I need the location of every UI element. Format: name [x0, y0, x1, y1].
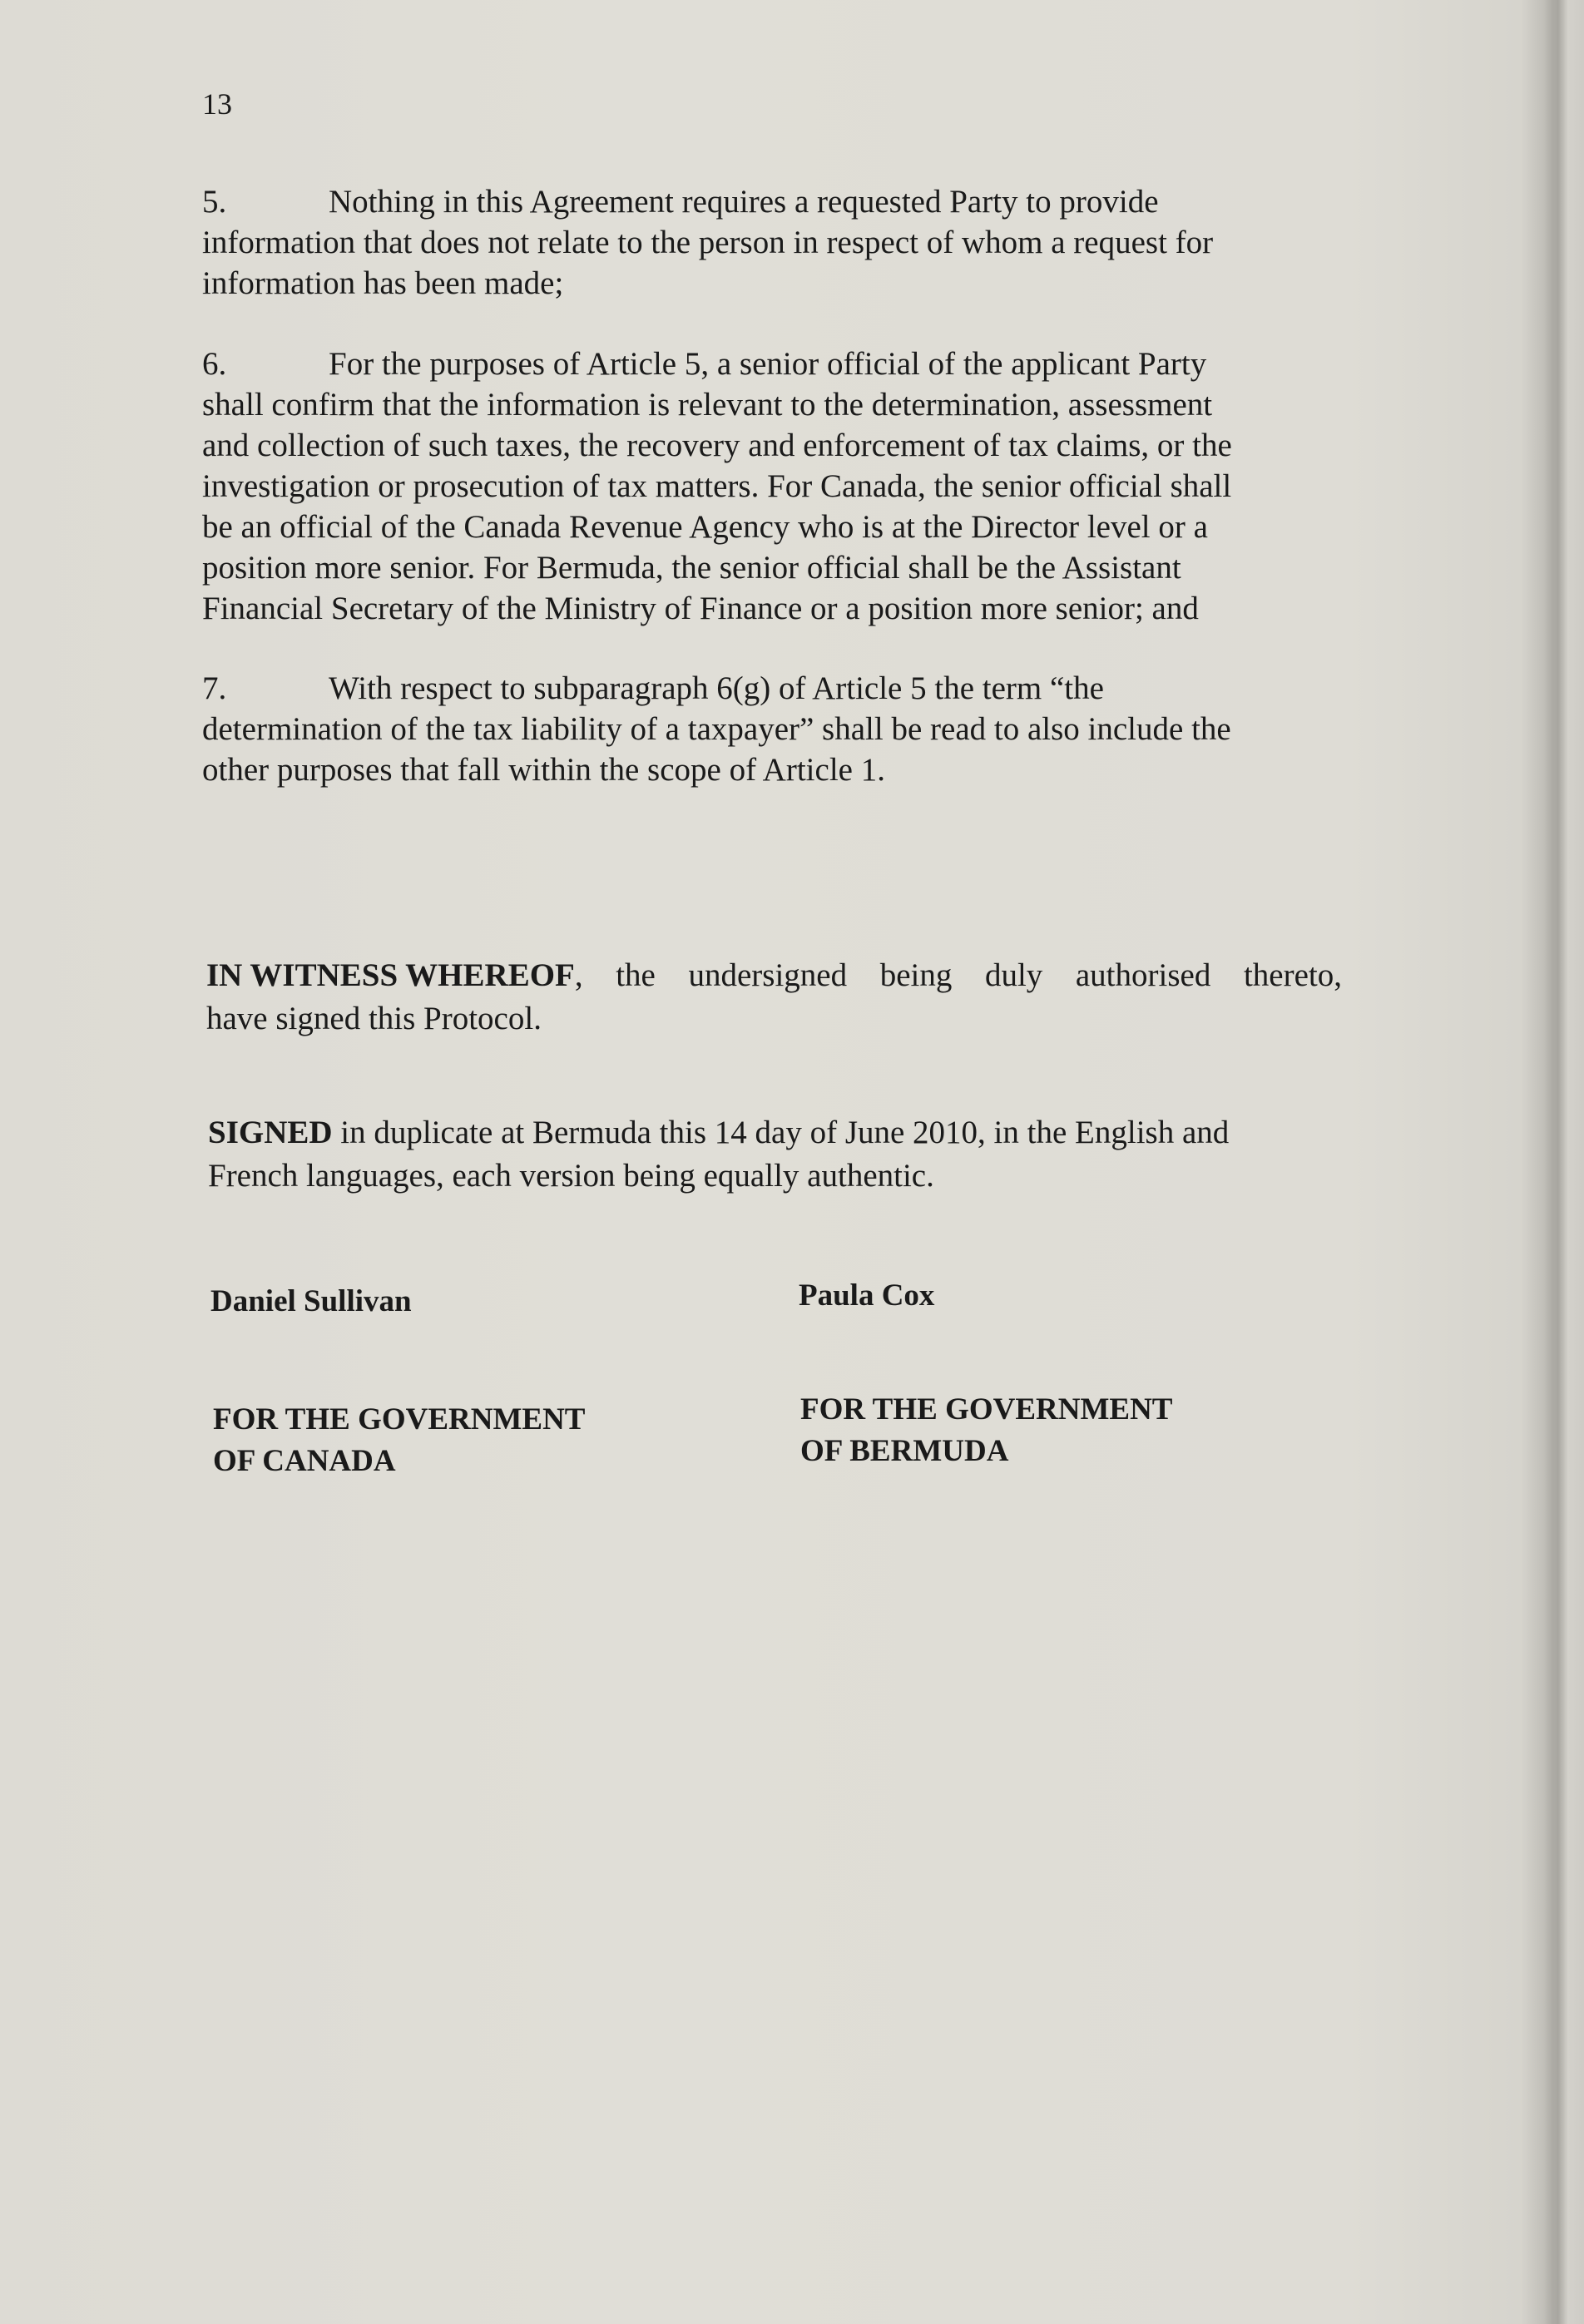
clause-text: For the purposes of Article 5, a senior official of the applicant Party	[329, 346, 1207, 382]
clause-line: position more senior. For Bermuda, the senior official shall be the Assistant	[202, 550, 1181, 586]
clause-line: and collection of such taxes, the recovery and enforcement of tax claims, or the	[202, 428, 1232, 463]
clause-line: other purposes that fall within the scope of Article 1.	[202, 752, 885, 788]
clause-7	[202, 668, 1350, 790]
witness-word: thereto,	[1243, 957, 1342, 993]
signatory-canada-name: Daniel Sullivan	[210, 1284, 412, 1318]
witness-word: undersigned	[688, 957, 848, 993]
clause-6	[202, 344, 1350, 629]
signed-bold-lead: SIGNED	[208, 1115, 333, 1150]
witness-lead	[206, 954, 583, 997]
clause-line: be an official of the Canada Revenue Agency who is at the Director level or a	[202, 509, 1208, 545]
signatory-bermuda-title	[800, 1389, 1172, 1472]
page-binding-shadow	[1544, 0, 1584, 2324]
witness-word: authorised	[1075, 957, 1211, 993]
witness-bold-lead: IN WITNESS WHEREOF	[206, 957, 575, 993]
clause-line	[202, 668, 1350, 709]
clause-line	[202, 344, 1350, 384]
clause-line: information has been made;	[202, 265, 564, 301]
signed-statement	[208, 1111, 1356, 1198]
witness-line: have signed this Protocol.	[206, 1001, 542, 1036]
signatory-title-line: FOR THE GOVERNMENT	[213, 1402, 586, 1436]
signed-line: French languages, each version being equally authentic.	[208, 1158, 934, 1194]
signatory-title-line: OF BERMUDA	[800, 1434, 1009, 1468]
signatory-title-line: FOR THE GOVERNMENT	[800, 1392, 1173, 1427]
clause-line: determination of the tax liability of a taxpayer” shall be read to also include the	[202, 711, 1231, 747]
witness-line	[206, 954, 1342, 997]
clause-number: 5.	[202, 184, 227, 220]
clause-line: investigation or prosecution of tax matters. For Canada, the senior official shall	[202, 468, 1232, 504]
clause-number: 6.	[202, 346, 227, 382]
clause-line: Financial Secretary of the Ministry of Finance or a position more senior; and	[202, 591, 1199, 626]
clause-line: shall confirm that the information is relevant to the determination, assessment	[202, 387, 1213, 423]
clause-number: 7.	[202, 670, 227, 706]
witness-comma: ,	[574, 957, 583, 993]
signed-text: in duplicate at Bermuda this 14 day of June 2010, in the English and	[332, 1115, 1230, 1150]
signatory-canada-title	[213, 1399, 585, 1482]
signatory-title-line: OF CANADA	[213, 1444, 396, 1478]
page-number: 13	[202, 87, 232, 121]
clause-line	[202, 181, 1350, 222]
witness-statement	[206, 954, 1342, 1041]
clause-line: information that does not relate to the person in respect of whom a request for	[202, 225, 1214, 260]
witness-word: duly	[984, 957, 1043, 993]
clause-5	[202, 181, 1350, 304]
signatory-bermuda-name: Paula Cox	[799, 1278, 935, 1313]
witness-word: being	[879, 957, 953, 993]
clause-text: With respect to subparagraph 6(g) of Article 5 the term “the	[329, 670, 1104, 706]
witness-word: the	[616, 957, 656, 993]
signed-line	[208, 1111, 1356, 1155]
clause-text: Nothing in this Agreement requires a requested Party to provide	[329, 184, 1159, 220]
